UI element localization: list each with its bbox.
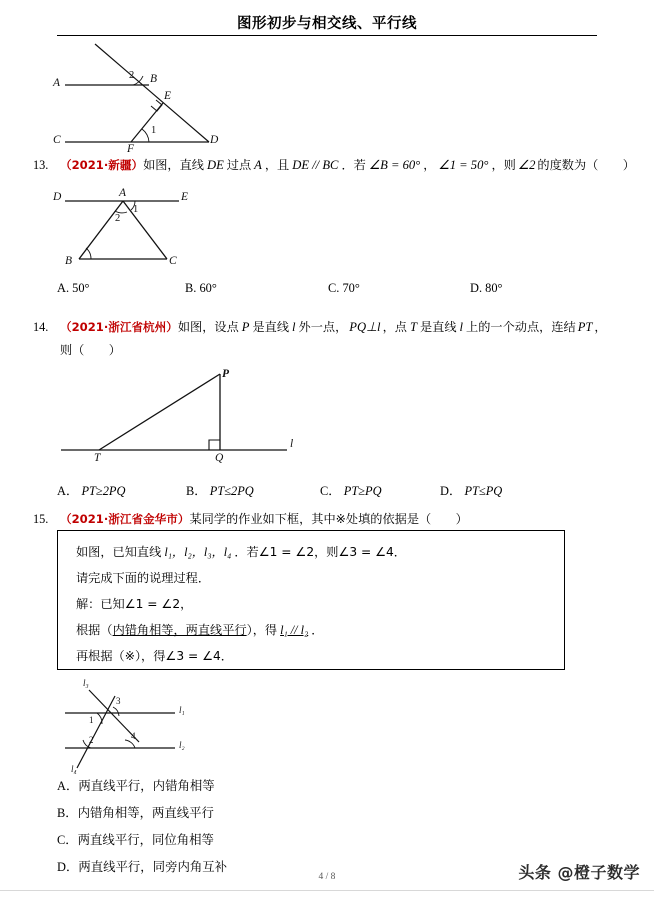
figure-q13-angle-2: 2 [115,213,121,224]
question-14-option-d-key: D． [440,484,462,498]
page-number: 4 / 8 [318,872,336,882]
question-13-text-1: 如图，直线 [143,158,204,172]
question-13-option-c-key: C. [328,281,340,295]
question-15-option-a-key: A． [57,779,79,793]
question-13-option-d-value: 80° [485,281,503,295]
question-14-text-g: ， [594,320,607,334]
question-14-math-P: P [241,320,250,334]
figure-top-label-B: B [150,73,158,85]
figure-q14-perpendicular [57,368,307,473]
watermark: 头条 @橙子数学 [518,863,640,882]
question-14-text-b: 是直线 [252,320,290,334]
figure-top-label-D: D [210,134,219,146]
workbox-line-2: 请完成下面的说理过程． [76,571,211,585]
workbox-line-4-c: ． [311,623,324,637]
question-14-text-a: 如图，设点 [177,320,239,334]
question-14-math-PT: PT [577,320,593,334]
question-13-math-4: ∠B = 60° [368,158,421,172]
figure-q14-label-Q: Q [215,452,224,464]
figure-top-angle-2: 2 [129,70,135,81]
workbox-line-4-b: ），得 [246,623,278,637]
figure-top-svg [57,40,267,150]
figure-q13-label-A: A [119,187,127,199]
figure-q13-label-D: D [53,191,62,203]
question-13-text-2: 过点 [226,158,252,172]
question-14-option-d[interactable] [440,481,502,499]
question-14-text-d: ，点 [382,320,407,334]
figure-q15-angle-2: 2 [89,735,94,745]
question-14-option-a-value: PT≥2PQ [81,484,126,498]
question-15-text: 某同学的作业如下框，其中※处填的依据是（ ） [189,512,468,526]
question-14-option-a[interactable] [57,481,125,499]
workbox-line-4-math: l₁ // l₂ [280,623,309,637]
question-15-option-b-key: B． [57,806,78,820]
workbox-line-5: 再根据（※），得∠3 = ∠4． [76,649,233,663]
question-13-option-a[interactable] [57,281,90,296]
figure-q14-label-P: P [222,368,230,380]
figure-q13-label-B: B [65,255,73,267]
question-13-math-3: DE // BC [292,158,339,172]
question-13-text-4: ．若 [341,158,366,172]
question-15-option-d-value: 两直线平行，同旁内角互补 [78,859,228,874]
question-14-option-a-key: A． [57,484,79,498]
workbox-line-1-a: 如图，已知直线 [76,545,162,559]
question-14-stem-line2: 则（ ） [60,343,121,357]
question-13-math-1: DE [207,158,224,172]
workbox-line-3: 解：已知∠1 = ∠2， [76,597,193,611]
question-13-option-d-key: D. [470,281,483,295]
question-13-math-6: ∠2 [517,158,536,172]
figure-q15-svg [57,680,217,775]
question-14-option-b[interactable] [186,481,254,499]
question-13-source: （2021·新疆） [60,158,144,172]
question-14-option-d-value: PT≤PQ [464,484,503,498]
question-13-option-a-value: 50° [72,281,90,295]
question-14-source: （2021·浙江省杭州） [60,320,178,334]
figure-q15-label-l3: l₃ [83,678,89,688]
question-14-option-c[interactable] [320,481,382,499]
question-13-number: 13. [33,158,49,172]
title-divider [57,35,597,36]
question-15-stem [60,511,468,528]
figure-top-label-A: A [53,77,61,89]
figure-q13-label-E: E [181,191,189,203]
question-15-option-d-key: D． [57,860,79,874]
question-15-option-c[interactable] [57,830,214,848]
workbox-line-1 [76,543,406,560]
question-14-option-b-key: B． [186,484,207,498]
workbox-line-4 [76,621,323,638]
question-15-option-a[interactable] [57,776,215,794]
figure-q13-triangle [53,185,207,275]
question-15-option-c-value: 两直线平行，同位角相等 [77,832,214,847]
question-14-math-l2: l [459,320,464,334]
figure-q15-parallel-lines [57,680,217,775]
question-13-text-7: 的度数为（ ） [537,158,635,172]
question-13-option-d[interactable] [470,281,503,296]
figure-q15-label-l1: l₁ [179,705,185,715]
question-14-number: 14. [33,320,49,334]
question-15-source: （2021·浙江省金华市） [60,512,190,526]
question-13-text-3: ，且 [264,158,290,172]
question-13-option-c[interactable] [328,281,360,296]
question-13-stem [60,157,635,174]
figure-intersecting-lines-top [53,40,267,155]
question-13-option-b[interactable] [185,281,217,296]
figure-q15-angle-1: 1 [89,715,94,725]
question-13-option-a-key: A. [57,281,70,295]
question-14-math-T: T [409,320,417,334]
question-15-workbox [57,530,565,670]
question-13-option-b-value: 60° [199,281,217,295]
question-13-option-b-key: B. [185,281,197,295]
question-14-text-c: 外一点， [298,320,348,334]
figure-top-label-F: F [127,143,135,155]
workbox-line-1-math: l₁，l₂，l₃，l₄ [164,545,232,559]
footer-divider [0,890,654,891]
question-14-option-c-value: PT≥PQ [343,484,382,498]
figure-q14-label-l: l [290,438,294,450]
figure-top-label-C: C [53,134,61,146]
question-14-option-c-key: C． [320,484,341,498]
question-15-option-c-key: C． [57,833,78,847]
question-13-text-5: ， [423,158,436,172]
question-14-math-pq: PQ⊥l [349,320,381,334]
figure-q14-label-T: T [94,452,101,464]
figure-top-angle-1: 1 [151,125,157,136]
question-14-text-f: 上的一个动点，连结 [466,320,576,334]
workbox-line-4-a: 根据（ [76,623,113,637]
question-14-option-b-value: PT≤2PQ [209,484,254,498]
page-title: 图形初步与相交线、平行线 [237,16,417,32]
figure-q15-angle-3: 3 [116,696,121,706]
figure-q15-angle-4: 4 [131,731,136,741]
question-13-math-5: ∠1 = 50° [438,158,489,172]
question-13-text-6: ，则 [491,158,516,172]
question-15-number: 15. [33,512,49,526]
question-14-text-e: 是直线 [419,320,457,334]
workbox-line-1-b: ．若∠1 = ∠2，则∠3 = ∠4． [234,545,406,559]
question-13-option-c-value: 70° [342,281,360,295]
question-15-option-a-value: 两直线平行，内错角相等 [78,778,215,793]
question-14-math-l1: l [292,320,296,334]
figure-q15-label-l4: l₄ [71,764,77,774]
question-15-option-b-value: 内错角相等，两直线平行 [77,805,214,820]
figure-q15-label-l2: l₂ [179,740,185,750]
question-15-option-b[interactable] [57,803,214,821]
question-13-math-2: A [254,158,262,172]
figure-top-label-E: E [164,90,172,102]
workbox-line-4-underlined: 内错角相等，两直线平行 [112,623,247,637]
figure-q13-label-C: C [169,255,177,267]
figure-q13-angle-1: 1 [133,204,139,215]
question-14-stem-line1 [60,319,607,336]
